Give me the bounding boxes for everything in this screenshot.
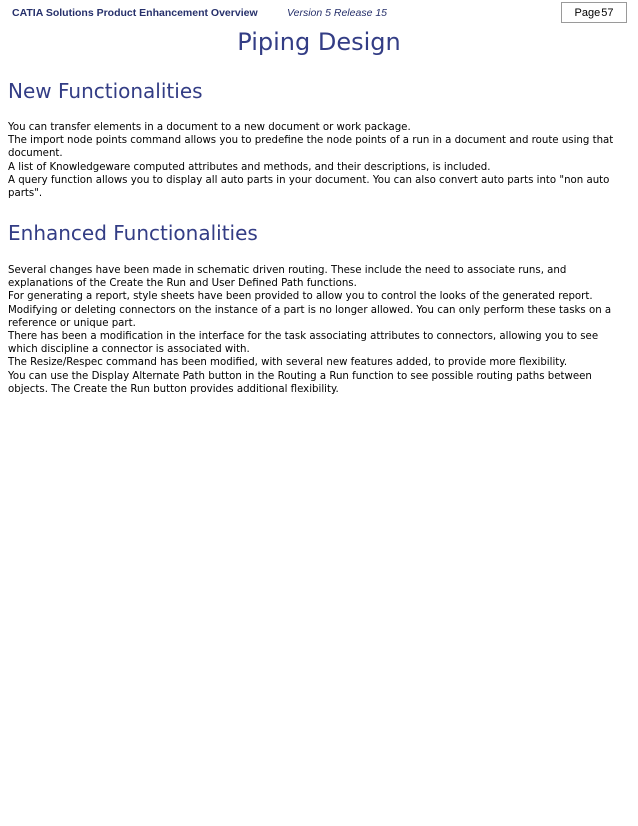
- paragraph: The import node points command allows you to predefine the node points of a run in a document and route using that document.: [8, 135, 614, 160]
- header-version: Version 5 Release 15: [287, 7, 388, 19]
- enhanced-functionalities-body: [8, 264, 630, 396]
- new-functionalities-heading: New Functionalities: [8, 79, 203, 103]
- new-functionalities-body: [8, 121, 630, 200]
- page-label: Page: [574, 6, 601, 19]
- paragraph: There has been a modification in the interface for the task associating attributes to connectors, allowing you to see which discipline a connector is associated with.: [8, 331, 599, 356]
- paragraph: A query function allows you to display all auto parts in your document. You can also convert auto parts into "non auto parts".: [8, 174, 610, 200]
- page-title: Piping Design: [237, 28, 401, 56]
- paragraph: For generating a report, style sheets have been provided to allow you to control the looks of the generated report.: [8, 291, 593, 303]
- page-header: [0, 0, 638, 26]
- page-number: 57: [601, 6, 614, 19]
- paragraph: You can transfer elements in a document to a new document or work package.: [8, 122, 411, 133]
- paragraph: Several changes have been made in schematic driven routing. These include the need to associate runs, and explanations of the Create the Run and User Defined Path functions.: [8, 265, 567, 290]
- paragraph: A list of Knowledgeware computed attributes and methods, and their descriptions, is included.: [8, 161, 491, 173]
- paragraph: Modifying or deleting connectors on the instance of a part is no longer allowed. You can only perform these tasks on a reference or unique part.: [8, 304, 612, 329]
- header-product-title: CATIA Solutions Product Enhancement Overview: [12, 7, 258, 19]
- page-number-box: [561, 2, 627, 23]
- paragraph: The Resize/Respec command has been modified, with several new features added, to provide more flexibility.: [8, 357, 568, 369]
- enhanced-functionalities-heading: Enhanced Functionalities: [8, 221, 258, 245]
- paragraph: You can use the Display Alternate Path button in the Routing a Run function to see possible routing paths between objects. The Create the Run button provides additional flexibility.: [8, 370, 592, 395]
